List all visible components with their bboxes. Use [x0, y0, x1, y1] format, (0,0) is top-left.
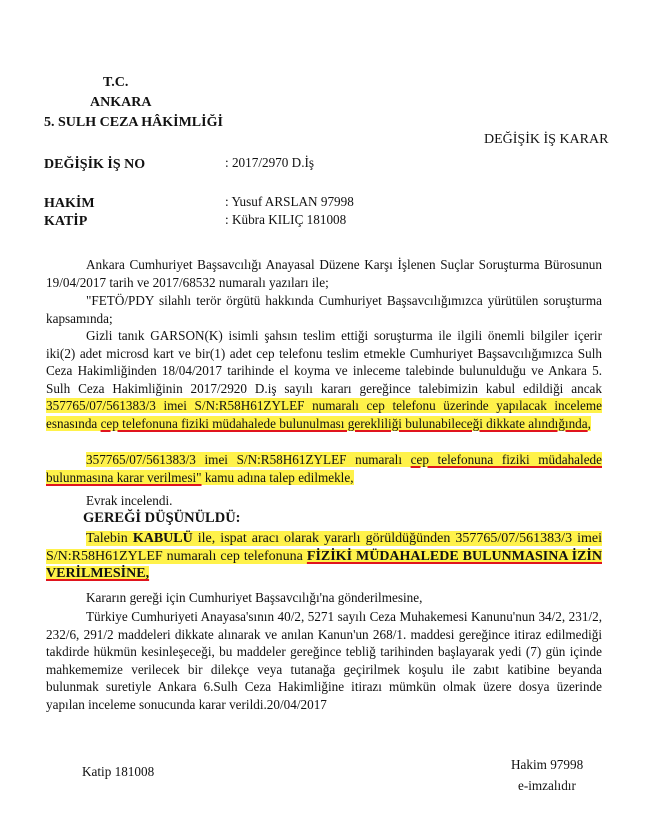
decision-type: DEĞİŞİK İŞ KARAR	[484, 132, 609, 147]
footer-clerk: Katip 181008	[82, 764, 155, 779]
paragraph-4	[46, 451, 602, 486]
judge-value: : Yusuf ARSLAN 97998	[225, 194, 354, 209]
paragraph-3	[46, 327, 602, 433]
case-no-label: DEĞİŞİK İŞ NO	[44, 157, 146, 172]
physical-intervention-highlight-2: cep telefonuna fiziki müdahalede bulunmasına karar verilmesi"	[46, 452, 602, 485]
footer-esign: e-imzalıdır	[518, 778, 576, 793]
imei-highlight-1: 357765/07/561383/3 imei S/N:R58H61ZYLEF numaralı cep telefonu üzerinde yapılacak inceleme esnasında	[46, 398, 602, 431]
decision-text-a: Talebin	[86, 531, 133, 546]
decision-ruling: FİZİKİ MÜDAHALEDE BULUNMASINA İZİN VERİLMESİNE,	[46, 548, 602, 582]
decision-paragraph	[46, 530, 602, 583]
paragraph-7: Türkiye Cumhuriyeti Anayasa'sının 40/2, 5271 sayılı Ceza Muhakemesi Kanunu'nun 34/2, 231/2, 232/6, 291/2 maddeleri dikkate alınarak ve anılan Kanun'un 268/1. maddesi gereğince itiraz edilmediği takdirde hükmün kesinleşeceği, bu maddeler gereğince tebliğ tarihinden başlayarak yedi (7) gün içinde mahkememize verilecek bir dilekçe veya tutanağa geçirilmek koşulu ile zabıt katibine beyanda bulunmak suretiyle Ankara 6.Sulh Ceza Hakimliğine itirazı mümkün olmak üzere dosya üzerinde yapılan inceleme sonucunda karar verildi.20/04/2017	[46, 609, 602, 712]
clerk-value: : Kübra KILIÇ 181008	[225, 212, 347, 227]
paragraph-4-end: kamu adına talep edilmekle,	[201, 469, 354, 485]
case-no-value: : 2017/2970 D.İş	[225, 155, 315, 170]
tc-label: T.C.	[103, 75, 129, 90]
paragraph-1: Ankara Cumhuriyet Başsavcılığı Anayasal Düzene Karşı İşlenen Suçlar Soruşturma Bürosunun 19/04/2017 tarih ve 2017/68532 numaralı yazıları ile;	[46, 257, 602, 290]
city-label: ANKARA	[90, 95, 152, 110]
physical-intervention-highlight-1: cep telefonuna fiziki müdahalede bulunulması gerekliliği bulunabileceği dikkate alındığında	[100, 415, 588, 431]
clerk-label: KATİP	[44, 214, 88, 229]
paragraph-6: Kararın gereği için Cumhuriyet Başsavcılığı'na gönderilmesine,	[86, 590, 423, 605]
footer-judge: Hakim 97998	[511, 757, 584, 772]
decision-text-c: ile, ispat aracı olarak yararlı görüldüğünden 357765/07/561383/3 imei S/N:R58H61ZYLEF numaralı cep telefonuna	[46, 531, 602, 564]
imei-highlight-2: 357765/07/561383/3 imei S/N:R58H61ZYLEF numaralı	[86, 452, 411, 467]
paragraph-3-end: ,	[587, 415, 591, 431]
paragraph-5: Evrak incelendi.	[86, 493, 173, 508]
court-name: 5. SULH CEZA HÂKİMLİĞİ	[44, 115, 223, 130]
paragraph-2: "FETÖ/PDY silahlı terör örgütü hakkında Cumhuriyet Başsavcılığımızca yürütülen soruşturma kapsamında;	[46, 293, 602, 326]
judge-label: HAKİM	[44, 196, 95, 211]
paragraph-3-text: Gizli tanık GARSON(K) isimli şahsın teslim ettiği soruşturma ile ilgili önemli bilgiler içerir iki(2) adet microsd kart ve bir(1) adet cep telefonu teslim etmekle Cumhuriyet Başsavcılığımızca Sulh Ceza Hakimliğinden 18/04/2017 tarihinde el koyma ve inleceme talebinde bulunulduğu ve Ankara 5. Sulh Ceza Hakimliğinin 2017/2920 D.iş sayılı kararı gereğince talebimizin kabul edildiği ancak	[46, 328, 602, 396]
decision-heading: GEREĞİ DÜŞÜNÜLDÜ:	[83, 510, 241, 526]
decision-kabul: KABULÜ	[132, 531, 193, 546]
